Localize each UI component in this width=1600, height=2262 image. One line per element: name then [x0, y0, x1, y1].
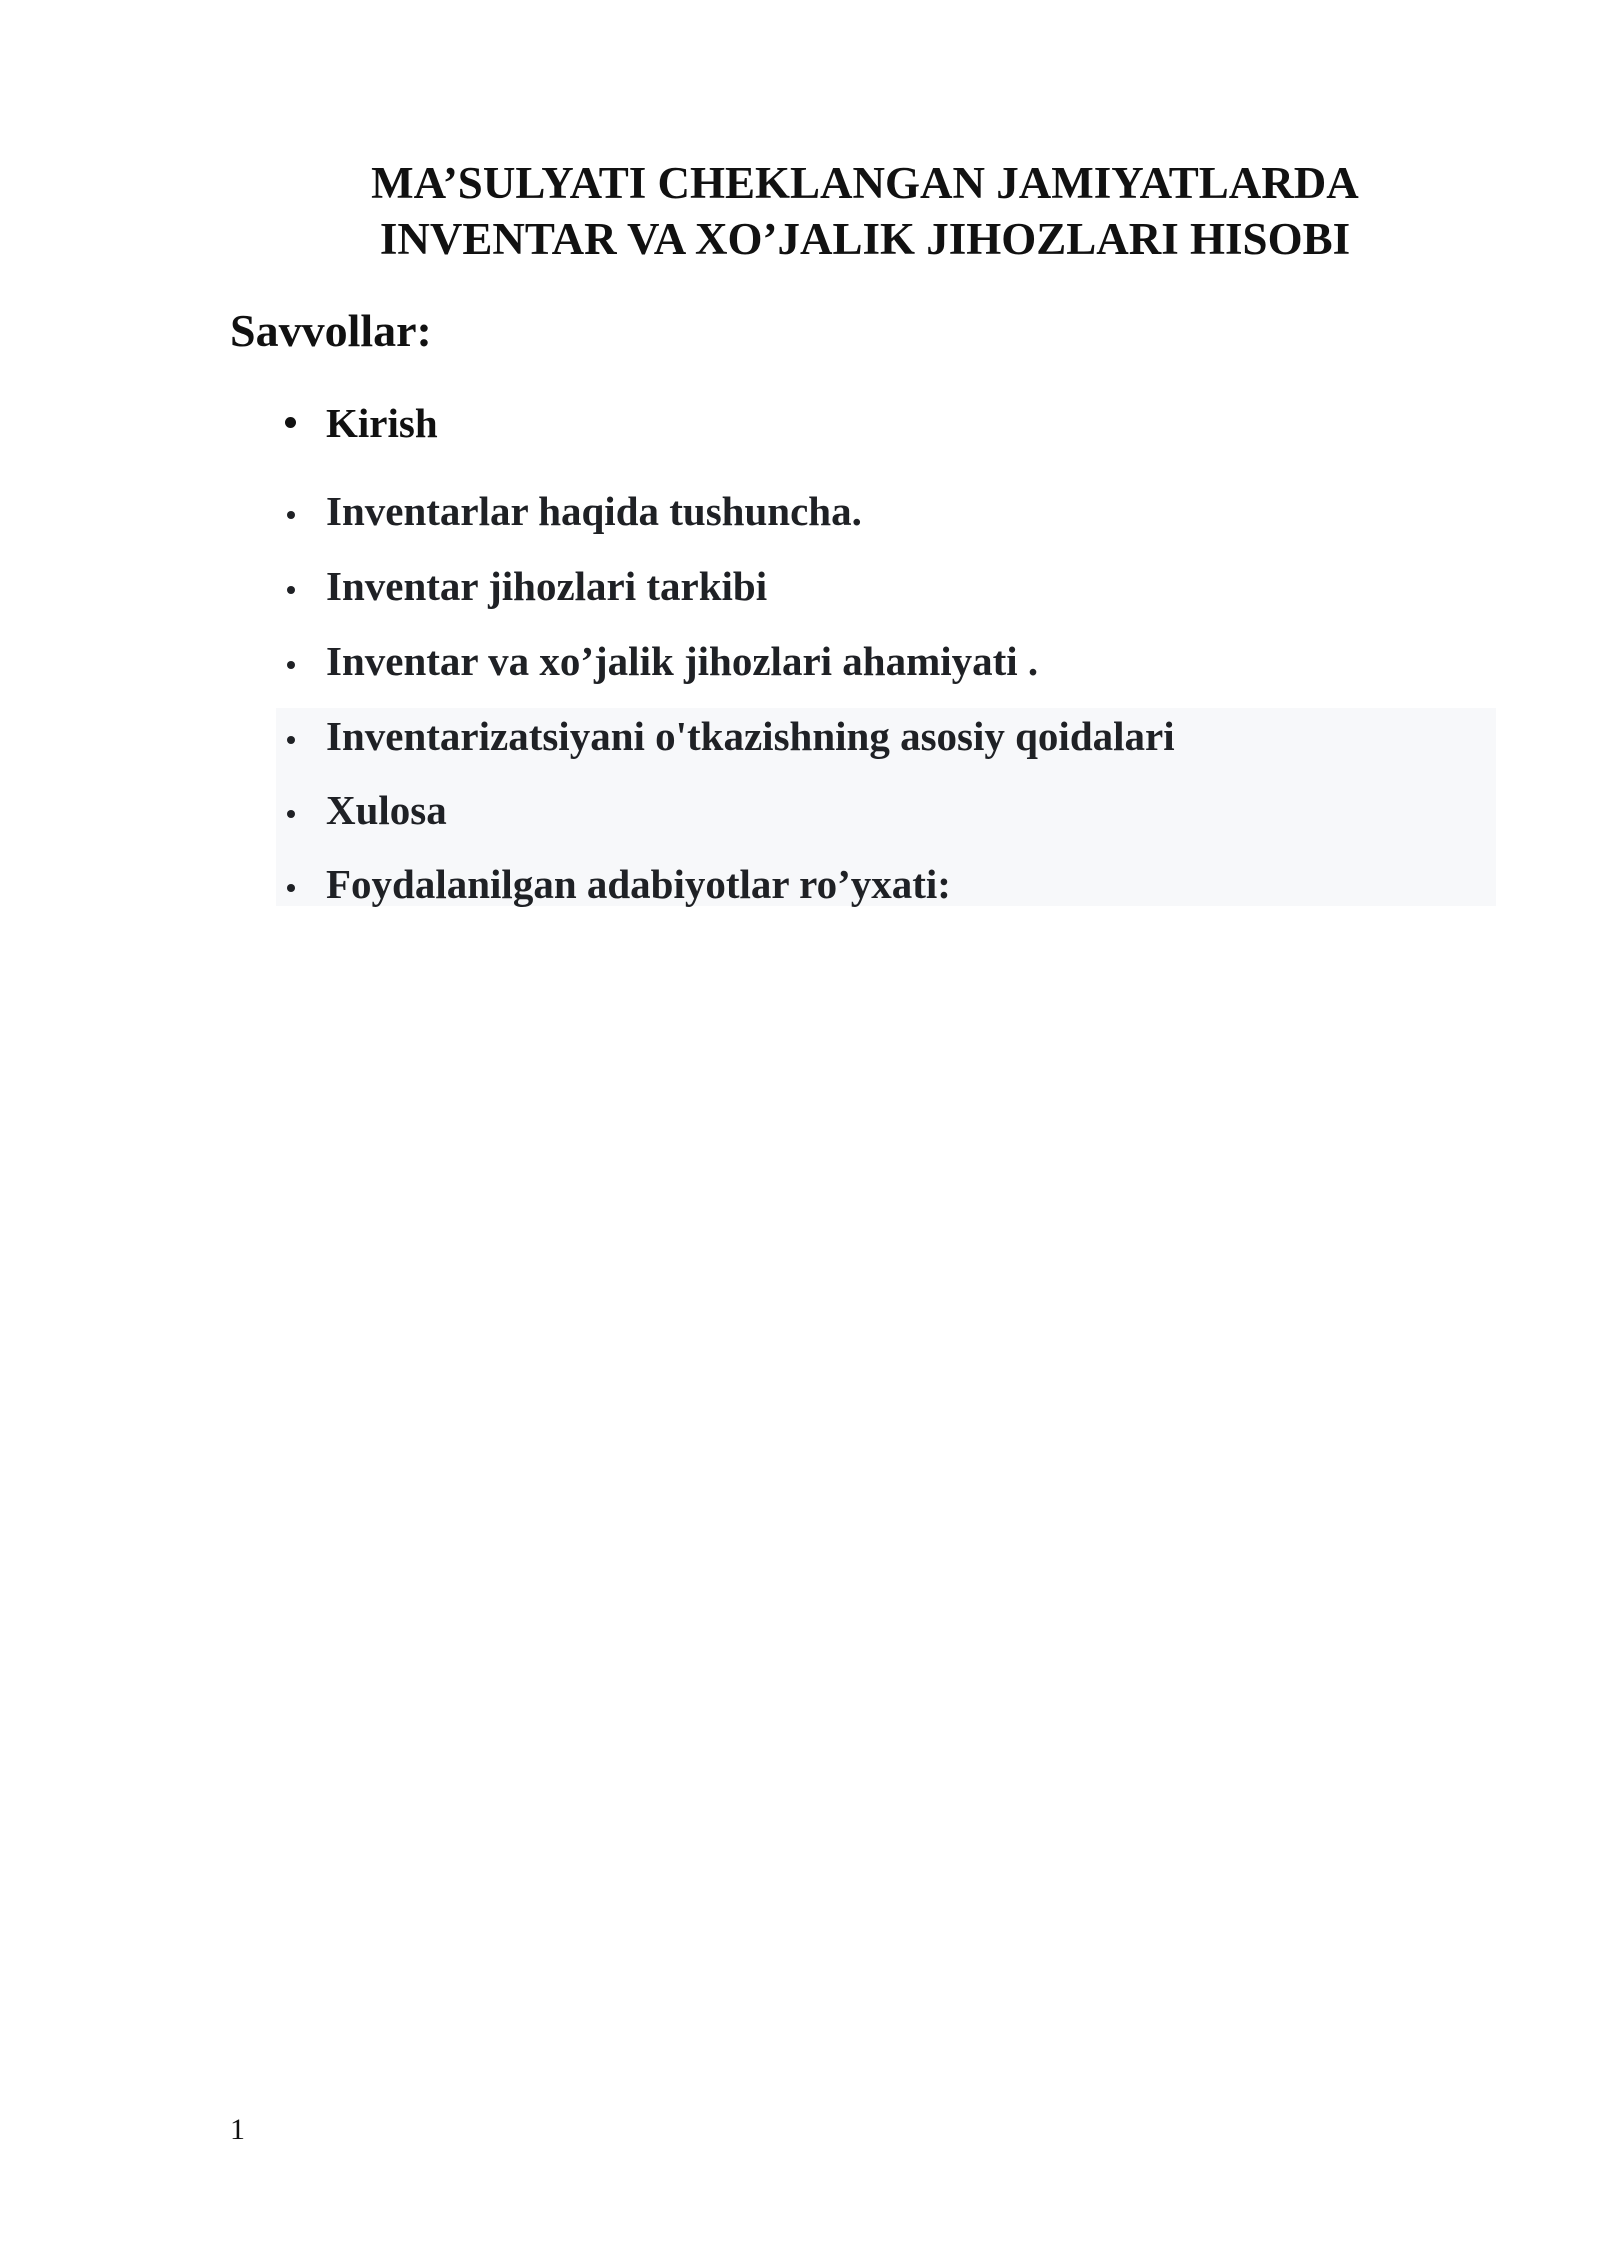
list-item-kirish — [276, 395, 1496, 451]
list-item-label: Inventarizatsiyani o'tkazishning asosiy qoidalari — [326, 713, 1175, 759]
bullet-icon — [276, 708, 326, 764]
bullet-icon — [276, 782, 326, 838]
bullet-icon — [276, 856, 326, 912]
list-item-label: Inventar jihozlari tarkibi — [326, 563, 768, 609]
list-item-label: Foydalanilgan adabiyotlar ro’yxati: — [326, 861, 951, 907]
list-item-adabiyotlar — [276, 856, 1496, 912]
list-item-inventarlar-haqida — [276, 483, 1496, 539]
bullet-icon — [276, 558, 326, 614]
bullet-icon — [276, 483, 326, 539]
list-item-label: Xulosa — [326, 787, 447, 833]
list-item-inventarizatsiya-qoidalari — [276, 708, 1496, 764]
list-item-label: Inventar va xo’jalik jihozlari ahamiyati . — [326, 638, 1039, 684]
document-title-line-2: INVENTAR VA XO’JALIK JIHOZLARI HISOBI — [379, 214, 1351, 264]
list-item-inventar-tarkibi — [276, 558, 1496, 614]
list-item-label: Kirish — [326, 400, 438, 446]
list-item-label: Inventarlar haqida tushuncha. — [326, 488, 862, 534]
questions-heading: Savvollar: — [230, 305, 432, 356]
bullet-icon — [276, 395, 326, 451]
bullet-icon — [276, 633, 326, 689]
list-item-xulosa — [276, 782, 1496, 838]
page-number: 1 — [230, 2113, 245, 2146]
document-title-line-1: MA’SULYATI CHEKLANGAN JAMIYATLARDA — [371, 158, 1359, 208]
list-item-inventar-ahamiyati — [276, 633, 1496, 689]
